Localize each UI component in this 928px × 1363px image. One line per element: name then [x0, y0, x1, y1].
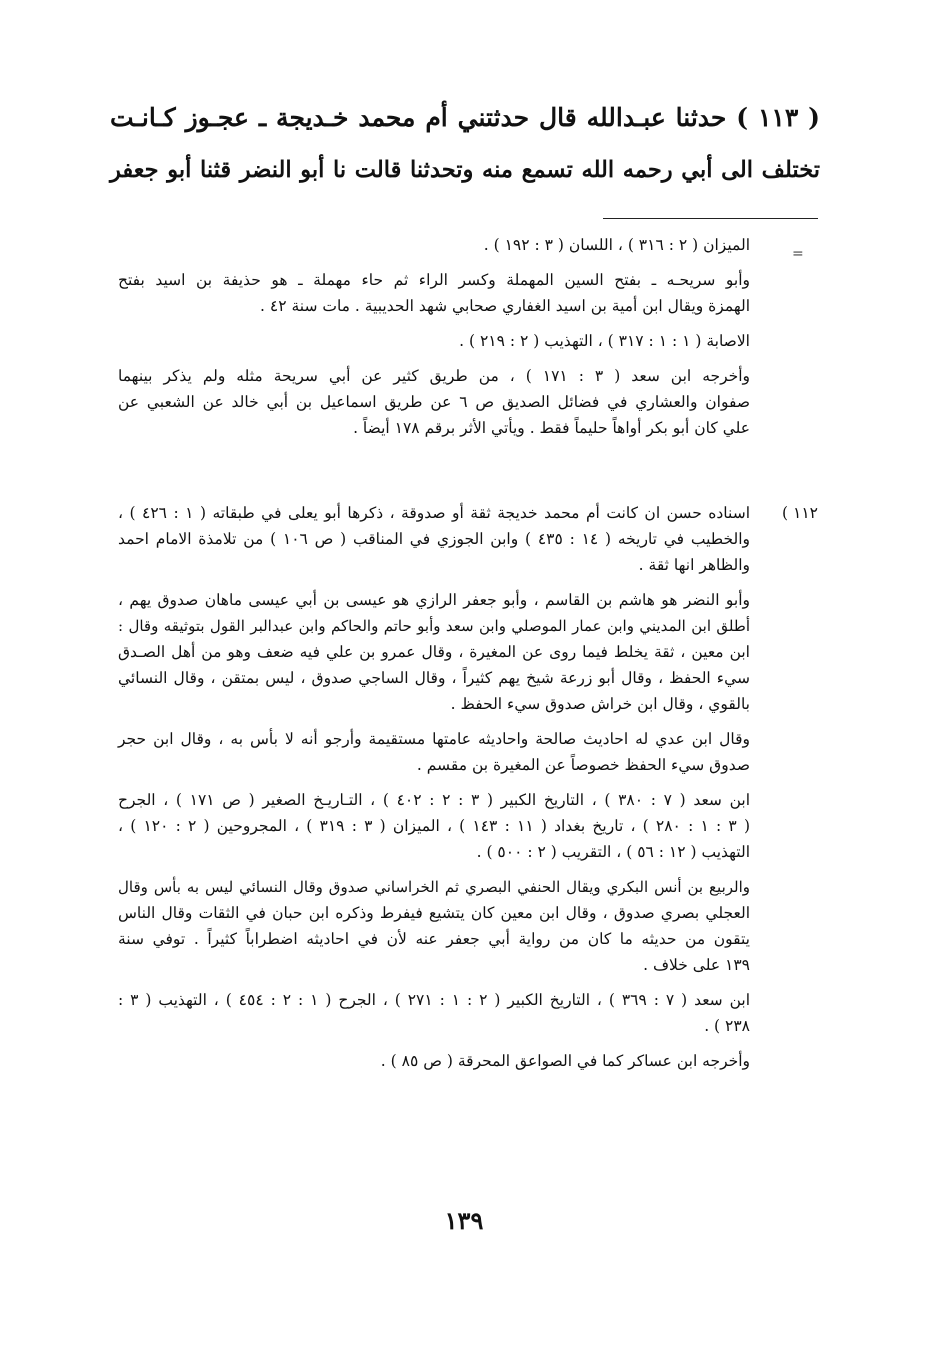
footnote-paragraph: [118, 267, 750, 319]
footnote-line: أطلق ابن المديني وابن عمار الموصلي وابن سعد وأبو حاتم والحاكم وابن عبدالبر القول بتوثيقه وقال :: [118, 617, 750, 635]
footnote-paragraph: [118, 1048, 750, 1074]
footnote-line: والخطيب في تاريخه ( ١٤ : ٤٣٥ ) وابن الجوزي في المناقب ( ص ١٠٦ ) من تلامذة الامام احمد: [118, 530, 750, 548]
footnote-line: الميزان ( ٢ : ٣١٦ ) ، اللسان ( ٣ : ١٩٢ ) .: [483, 236, 750, 254]
footnote-line: الهمزة ويقال ابن أمية بن اسيد الغفاري صحابي شهد الحديبية . مات سنة ٤٢ .: [260, 297, 750, 315]
footnote-paragraph: [118, 232, 750, 258]
footnote-line: ابن سعد ( ٧ : ٣٨٠ ) ، التاريخ الكبير ( ٣ : ٢ : ٤٠٢ ) ، التـاريـخ الصغير ( ص ١٧١ ) ، الجرح: [118, 791, 750, 809]
footnote-line: والظاهر انها ثقة .: [638, 556, 750, 574]
footnote-line: ١٣٩ على خلاف .: [643, 956, 750, 974]
page-number: ١٣٩: [444, 1206, 484, 1235]
main-text: [110, 92, 820, 196]
footnote-line: ٢٣٨ ) .: [704, 1017, 750, 1035]
main-text-line: ( ١١٣ ) حدثنا عبـدالله قال حدثتني أم محمد خـديجة ـ عجـوز كـانـت: [110, 103, 820, 132]
footnote-paragraph: [118, 726, 750, 778]
footnote-paragraph: [118, 987, 750, 1039]
footnote-line: والربيع بن أنس البكري ويقال الحنفي البصري ثم الخراساني صدوق وقال النسائي ليس به بأس وقال: [118, 878, 750, 896]
footnote-line: وقال ابن عدي له احاديث صالحة واحاديثه عامتها مستقيمة وأرجو أنه لا بأس به ، وقال ابن حجر: [118, 730, 750, 748]
footnote-line: يتقون من حديثه ما كان من رواية أبي جعفر عنه لأن في احاديثه اضطراباً كثيراً . توفي سنة: [118, 930, 750, 948]
footnote-line: سيء الحفظ ، وقال أبو زرعة شيخ يهم كثيراً ، وقال الساجي صدوق ، ليس بمتقن ، وقال النسائي: [118, 669, 750, 687]
footnote-line: صفوان والعشاري في فضائل الصديق ص ٦ عن طريق اسماعيل بن أبي خالد عن الشعبي عن: [118, 393, 750, 411]
footnote-paragraph: [118, 787, 750, 865]
footnote-line: العجلي بصري صدوق ، وقال ابن معين كان يتشيع فيفرط وذكره ابن حبان في الثقات وقال الناس: [118, 904, 750, 922]
footnote-line: اسناده حسن ان كانت أم محمد خديجة ثقة أو صدوقة ، ذكرها أبو يعلى في طبقاته ( ١ : ٤٢٦ ) ،: [118, 504, 750, 522]
footnote-paragraph: [118, 874, 750, 978]
main-text-line: تختلف الى أبي رحمه الله تسمع منه وتحدثنا قالت نا أبو النضر قثنا أبو جعفر: [110, 157, 820, 183]
footnote-number: ١١٢ ): [782, 504, 818, 522]
footnote-line: ابن معين ، ثقة يخلط فيما روى عن المغيرة ، وقال عمرو بن علي فيه ضعف وهو من أهل الصـدق: [118, 643, 750, 661]
footnote-separator: [603, 218, 818, 219]
footnote-line: وأبو سريحـه ـ بفتح السين المهملة وكسر الراء ثم حاء مهملة ـ هو حذيفة بن اسيد بفتح: [118, 271, 750, 289]
continuation-mark: =: [792, 246, 804, 262]
footnote-paragraph: [118, 363, 750, 441]
footnote-paragraph: [118, 587, 750, 717]
footnote-line: ابن سعد ( ٧ : ٣٦٩ ) ، التاريخ الكبير ( ٢ : ١ : ٢٧١ ) ، الجرح ( ١ : ٢ : ٤٥٤ ) ، التهذيب ( ٣ :: [118, 991, 751, 1009]
footnote-line: التهذيب ( ١٢ : ٥٦ ) ، التقريب ( ٢ : ٥٠٠ ) .: [476, 843, 750, 861]
footnote-line: وأبو النضر هو هاشم بن القاسم ، وأبو جعفر الرازي هو عيسى بن أبي عيسى ماهان صدوق يهم ،: [118, 591, 750, 609]
footnote-body: [118, 500, 750, 1074]
footnote-112: [118, 500, 818, 1083]
footnote-line: علي كان أبو بكر أواهاً حليماً فقط . ويأتي الأثر برقم ١٧٨ أيضاً .: [353, 419, 750, 437]
footnote-line: الاصابة ( ١ : ١ : ٣١٧ ) ، التهذيب ( ٢ : ٢١٩ ) .: [459, 332, 750, 350]
footnote-line: وأخرجه ابن سعد ( ٣ : ١٧١ ) ، من طريق كثير عن أبي سريحة مثله ولم يذكر بينهما: [118, 367, 751, 385]
footnote-paragraph: [118, 500, 750, 578]
footnote-line: بالقوي ، وقال ابن خراش صدوق سيء الحفظ .: [450, 695, 750, 713]
footnote-line: وأخرجه ابن عساكر كما في الصواعق المحرقة ( ص ٨٥ ) .: [380, 1052, 750, 1070]
footnote-continued: [118, 232, 750, 450]
footnote-paragraph: [118, 328, 750, 354]
footnote-line: ( ٣ : ١ : ٢٨٠ ) ، تاريخ بغداد ( ١١ : ١٤٣ ) ، الميزان ( ٣ : ٣١٩ ) ، المجروحين ( ٢ : ١٢٠ ) ،: [118, 817, 750, 835]
footnote-line: صدوق سيء الحفظ خصوصاً عن المغيرة بن مقسم .: [416, 756, 750, 774]
